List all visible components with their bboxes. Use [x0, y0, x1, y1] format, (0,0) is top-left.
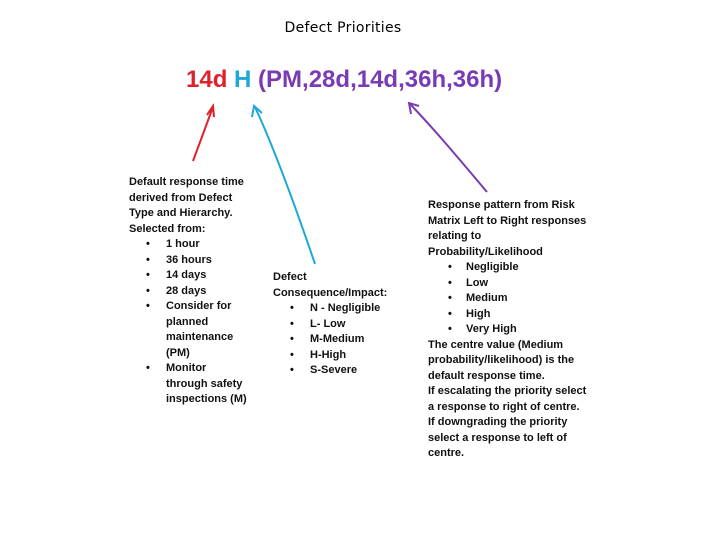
default-response-intro: Default response time derived from Defect Type and Hierarchy. Selected from:: [129, 176, 244, 235]
list-item: • 14 days: [129, 268, 249, 284]
red-arrow: [193, 106, 214, 161]
list-item: • High: [428, 307, 588, 323]
consequence-list: [273, 301, 398, 379]
list-item: • Monitor through safety inspections (M): [129, 361, 249, 408]
code-consequence: H: [234, 66, 252, 93]
list-item: • H-High: [273, 348, 398, 364]
list-item: • 36 hours: [129, 253, 249, 269]
list-item: • 1 hour: [129, 237, 249, 253]
list-item: • S-Severe: [273, 363, 398, 379]
response-pattern-intro: Response pattern from Risk Matrix Left to Right responses relating to Probability/Likelihood: [428, 199, 587, 258]
list-item: • Medium: [428, 291, 588, 307]
list-item: • Very High: [428, 322, 588, 338]
response-note-default: The centre value (Medium probability/likelihood) is the default response time.: [428, 338, 575, 382]
list-item: • N - Negligible: [273, 301, 398, 317]
list-item: • M-Medium: [273, 332, 398, 348]
list-item: • L- Low: [273, 317, 398, 333]
purple-arrow: [409, 103, 487, 192]
list-item: • Negligible: [428, 260, 588, 276]
response-pattern-list: [428, 260, 588, 338]
consequence-box: [273, 270, 398, 379]
blue-arrow: [252, 106, 315, 264]
response-note-escalate: If escalating the priority select a response to right of centre.: [428, 385, 587, 413]
default-response-list: [129, 237, 249, 408]
response-note-downgrade: If downgrading the priority select a response to left of centre.: [428, 416, 568, 459]
default-response-box: [129, 175, 249, 408]
list-item: • Low: [428, 276, 588, 292]
response-pattern-box: [428, 198, 588, 462]
page-title: Defect Priorities: [284, 20, 402, 36]
code-response-pattern: (PM,28d,14d,36h,36h): [258, 66, 503, 93]
list-item: • 28 days: [129, 284, 249, 300]
list-item: • Consider for planned maintenance (PM): [129, 299, 249, 361]
consequence-intro: Defect Consequence/Impact:: [273, 271, 388, 299]
code-default-response: 14d: [186, 66, 228, 93]
